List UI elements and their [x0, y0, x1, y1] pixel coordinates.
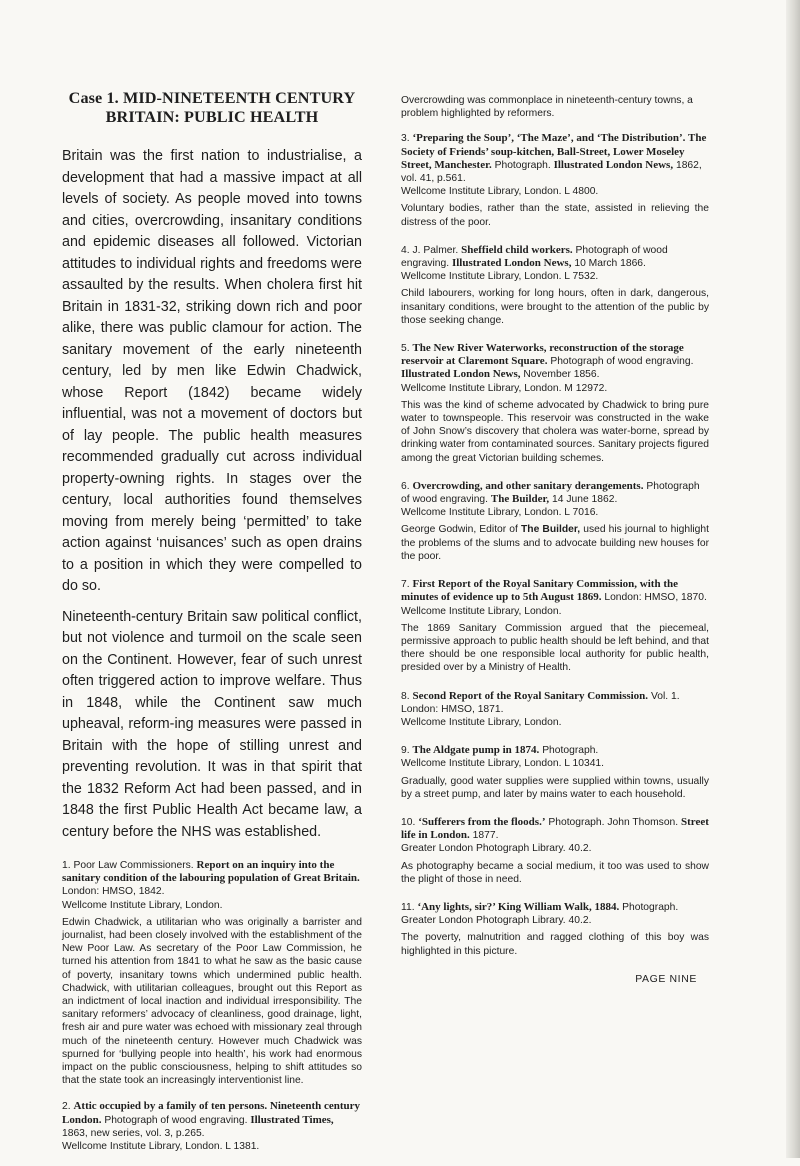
case-title-line-2: BRITAIN: PUBLIC HEALTH — [105, 108, 319, 126]
caption-9 — [401, 744, 709, 801]
right-column — [401, 94, 709, 985]
caption-4-description: Child labourers, working for long hours, often in dark, dangerous, insanitary conditions, were brought to the attention of the public by those seeking change. — [401, 288, 709, 326]
caption-journal: The Builder, — [490, 493, 550, 506]
caption-3-citation — [401, 132, 709, 185]
caption-11 — [401, 901, 709, 958]
caption-title: Sheffield child workers. — [461, 243, 573, 256]
caption-publication: 1863, new series, vol. 3, p.265. — [62, 1127, 205, 1139]
caption-7 — [401, 578, 709, 674]
caption-number: 6. — [401, 480, 410, 492]
caption-1-description: Edwin Chadwick, a utilitarian who was originally a barrister and journalist, had been closely involved with the establishment of the New Poor Law. As secretary of the Poor Law Commission, he turned his attention from 1841 to what he saw as the basic cause of poverty, insanitary towns which undermined public health. Chadwick, with utilitarian colleagues, brought out this Report as an indictment of local inaction and individual irresponsibility. The sanitary reformers’ advocacy of cleanliness, good drainage, light, fresh air and pure water was echoed with missionary zeal through much of the nineteenth century. However much Chadwick was spurned for ‘bullying people into health’, his work had enormous impact on the public consciousness, helping to shift attitudes so that the state took an increasingly interventionist line. — [62, 916, 362, 1087]
caption-number: 5. — [401, 343, 410, 355]
caption-5-source: Wellcome Institute Library, London. M 12972. — [401, 382, 608, 394]
caption-book: Street life in London. — [401, 815, 709, 842]
caption-7-citation — [401, 578, 709, 604]
caption-3 — [401, 132, 709, 228]
caption-publication: 14 June 1862. — [552, 494, 618, 506]
case-title-line-1: Case 1. MID-NINETEENTH CENTURY — [68, 89, 356, 107]
caption-4 — [401, 244, 709, 327]
caption-number: 1. — [62, 860, 71, 871]
caption-7-source: Wellcome Institute Library, London. — [401, 605, 562, 617]
caption-medium: Photograph of wood engraving. — [104, 1114, 248, 1126]
caption-number: 8. — [401, 690, 410, 702]
caption-10-citation — [401, 816, 709, 842]
right-intro: Overcrowding was commonplace in nineteenth-century towns, a problem highlighted by reformers. — [401, 95, 693, 120]
caption-4-citation — [401, 244, 709, 270]
caption-6-description-lead: George Godwin, Editor of — [401, 524, 518, 536]
caption-6 — [401, 480, 709, 563]
caption-title: ‘Preparing the Soup’, ‘The Maze’, and ‘The Distribution’. The Society of Friends’ soup-kitchen, Ball-Street, Lower Moseley Street, Manchester. — [401, 132, 707, 171]
caption-8-source: Wellcome Institute Library, London. — [401, 716, 562, 728]
caption-number: 4. — [401, 244, 410, 256]
caption-publication: 1862, vol. 41, p.561. — [401, 159, 702, 185]
caption-11-citation — [401, 901, 709, 927]
caption-publication: London: HMSO, 1842. — [62, 886, 165, 898]
caption-publication: Photograph. Greater London Photograph Library. 40.2. — [401, 901, 679, 927]
caption-6-description — [401, 523, 709, 563]
left-column — [62, 89, 362, 1166]
caption-11-description: The poverty, malnutrition and ragged clothing of this boy was highlighted in this picture. — [401, 932, 709, 957]
caption-medium: Photograph of wood engraving. — [401, 244, 668, 270]
essay — [62, 146, 362, 843]
caption-author: Poor Law Commissioners. — [73, 860, 194, 871]
caption-title: The Aldgate pump in 1874. — [412, 744, 540, 757]
caption-8-citation — [401, 690, 709, 716]
essay-paragraph-2: Nineteenth-century Britain saw political conflict, but not violence and turmoil on the scale seen on the Continent. However, fear of such unrest often triggered action to improve welfare. Thus in 1848, while the Continent saw much upheaval, reform-ing measures were passed in Britain with the hope of stilling unrest and preventing revolution. It was in that spirit that the 1832 Reform Act had been passed, and in 1848 the first Public Health Act became law, a century before the NHS was established. — [62, 608, 362, 840]
caption-medium: Photograph. John Thomson. — [548, 816, 679, 828]
caption-medium: Photograph of wood engraving. — [550, 356, 694, 368]
caption-title: ‘Sufferers from the floods.’ — [418, 815, 546, 828]
caption-2 — [62, 1100, 362, 1153]
caption-5 — [401, 342, 709, 465]
caption-3-description: Voluntary bodies, rather than the state, assisted in relieving the distress of the poor. — [401, 203, 709, 228]
caption-9-description: Gradually, good water supplies were supplied within towns, usually by a street pump, and later by mains water to each household. — [401, 775, 709, 800]
caption-journal: Illustrated London News, — [553, 158, 674, 171]
caption-6-source: Wellcome Institute Library, London. L 7016. — [401, 507, 599, 519]
caption-6-description-journal: The Builder, — [520, 524, 581, 536]
caption-author: J. Palmer. — [412, 244, 459, 256]
caption-title: First Report of the Royal Sanitary Commission, with the minutes of evidence up to 5th August 1869. — [401, 578, 678, 604]
caption-title: Attic occupied by a family of ten persons. Nineteenth century London. — [62, 1100, 361, 1126]
caption-5-citation — [401, 342, 709, 382]
caption-9-source: Wellcome Institute Library, London. L 10341. — [401, 758, 605, 770]
caption-1-citation — [62, 859, 362, 899]
essay-paragraph-1: Britain was the first nation to industrialise, a development that had a massive impact at all levels of society. As people moved into towns and cities, overcrowding, insanitary conditions and epidemic diseases all followed. Victorian attitudes to individual rights and freedoms were assaulted by the results. When cholera first hit Britain in 1831-32, striking down rich and poor alike, there was public clamour for action. The sanitary movement of the early nineteenth century, led by men like Edwin Chadwick, whose Report (1842) became widely influential, was not a movement of doctors but of lay people. The public health measures recommended gradually cut across individual property-owning rights. In stages over the century, local authorities found themselves moving from merely being ‘permitted’ to take action against ‘nuisances’ such as open drains to a position in which they were compelled to do so. — [62, 148, 362, 594]
caption-10-description: As photography became a social medium, it too was used to show the plight of those in need. — [401, 860, 709, 885]
caption-number: 2. — [62, 1101, 71, 1113]
caption-medium: Photograph. — [494, 159, 551, 171]
caption-publication: London: HMSO, 1870. — [604, 592, 707, 604]
caption-journal: Illustrated London News, — [401, 368, 521, 381]
caption-medium: Photograph of wood engraving. — [401, 480, 700, 506]
caption-number: 7. — [401, 579, 410, 591]
caption-publication: 10 March 1866. — [574, 258, 646, 270]
caption-medium: Photograph. — [542, 745, 599, 757]
caption-number: 9. — [401, 745, 410, 757]
caption-number: 10. — [401, 816, 416, 828]
caption-2-citation — [62, 1100, 362, 1140]
caption-8 — [401, 690, 709, 730]
caption-5-description: This was the kind of scheme advocated by Chadwick to bring pure water to townspeople. This reservoir was constructed in the wake of John Snow’s discovery that cholera was water-borne, spread by drinking water from contaminated sources. Sanitary projects figured among the great Victorian building schemes. — [401, 399, 709, 464]
caption-6-description-text: used his journal to highlight the problems of the slums and to advocate building new houses for the poor. — [401, 524, 709, 562]
caption-journal: Illustrated London News, — [451, 257, 572, 270]
caption-publication: November 1856. — [523, 369, 600, 381]
caption-title: Overcrowding, and other sanitary derangements. — [412, 479, 644, 492]
caption-number: 11. — [401, 901, 415, 913]
page-number: PAGE NINE — [635, 972, 697, 985]
caption-title: ‘Any lights, sir?’ King William Walk, 1884. — [417, 900, 620, 913]
caption-publication: 1877. — [472, 830, 499, 842]
caption-10-source: Greater London Photograph Library. 40.2. — [401, 843, 592, 855]
caption-title: Report on an inquiry into the sanitary condition of the labouring population of Great Britain. — [62, 859, 360, 885]
caption-number: 3. — [401, 133, 410, 145]
case-title — [62, 89, 362, 127]
caption-title: The New River Waterworks, reconstruction of the storage reservoir at Claremont Square. — [401, 342, 684, 368]
caption-2-source: Wellcome Institute Library, London. L 1381. — [62, 1141, 260, 1153]
caption-3-source: Wellcome Institute Library, London. L 4800. — [401, 186, 599, 198]
caption-7-description: The 1869 Sanitary Commission argued that the piecemeal, permissive approach to public health should be left behind, and that there should be one responsible local authority for public health, presided over by a Ministry of Health. — [401, 622, 709, 674]
caption-10 — [401, 816, 709, 886]
caption-title: Second Report of the Royal Sanitary Commission. — [412, 689, 649, 702]
caption-9-citation — [401, 744, 709, 757]
caption-6-citation — [401, 480, 709, 506]
caption-1-source: Wellcome Institute Library, London. — [62, 899, 223, 911]
caption-4-source: Wellcome Institute Library, London. L 7532. — [401, 271, 599, 283]
caption-journal: Illustrated Times, — [250, 1113, 334, 1126]
caption-1 — [62, 859, 362, 1087]
caption-publication: Vol. 1. London: HMSO, 1871. — [401, 690, 680, 715]
page-edge-shadow — [786, 0, 800, 1158]
